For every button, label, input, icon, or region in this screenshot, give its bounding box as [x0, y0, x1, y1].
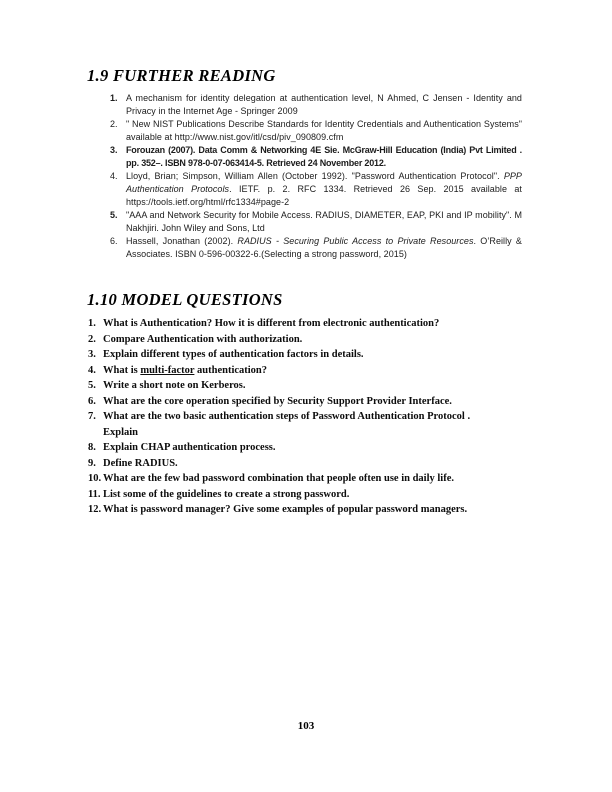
- question-item: [88, 332, 512, 348]
- page-number: 103: [297, 720, 315, 732]
- question-text: List some of the guidelines to create a strong password.: [103, 488, 350, 500]
- reading-item: [110, 209, 522, 235]
- question-number: 11.: [88, 488, 101, 500]
- question-text: Explain different types of authentication factors in details.: [103, 349, 364, 360]
- question-text: What is multi-factor authentication?: [103, 364, 268, 376]
- reading-item-text: "AAA and Network Security for Mobile Access. RADIUS, DIAMETER, EAP, PKI and IP mobility". M Nakhjiri. John Wiley and Sons, Ltd: [126, 210, 522, 233]
- reading-item-text: Hassell, Jonathan (2002). RADIUS - Securing Public Access to Private Resources. O’Reilly & Associates. ISBN 0-596-00322-6.(Selecting a strong password, 2015): [126, 236, 522, 259]
- question-number: 1.: [88, 318, 96, 329]
- question-text: Define RADIUS.: [103, 457, 178, 469]
- question-number: 7.: [88, 411, 96, 422]
- reading-item-text: Forouzan (2007). Data Comm & Networking 4E Sie. McGraw-Hill Education (India) Pvt Limited . pp. 352–. ISBN 978-0-07-063414-5. Retrieved 24 November 2012.: [126, 145, 522, 168]
- question-item: [88, 471, 512, 487]
- reading-item-text: " New NIST Publications Describe Standards for Identity Credentials and Authentication Systems" available at http://www.nist.gov/itl/csd/piv_090809.cfm: [126, 119, 522, 142]
- reading-item: [110, 92, 522, 118]
- question-text: What is password manager? Give some examples of popular password managers.: [103, 504, 468, 515]
- model-questions-list: [88, 316, 512, 518]
- question-text: What are the two basic authentication steps of Password Authentication Protocol . Explain: [103, 411, 471, 438]
- question-text: Compare Authentication with authorization.: [103, 333, 303, 345]
- reading-item: [110, 118, 522, 144]
- reading-item-number: 2.: [110, 119, 118, 129]
- further-reading-list: [110, 92, 522, 261]
- question-item: [88, 394, 512, 410]
- question-number: 2.: [88, 333, 96, 345]
- reading-item: [110, 170, 522, 209]
- section-heading-model-questions: 1.10 MODEL QUESTIONS: [87, 290, 283, 309]
- reading-item-number: 4.: [110, 171, 118, 181]
- question-text: What are the few bad password combination that people often use in daily life.: [103, 473, 454, 484]
- reading-item-text: A mechanism for identity delegation at authentication level, N Ahmed, C Jensen - Identity and Privacy in the Internet Age - Springer 2009: [126, 93, 522, 116]
- reading-item-text: Lloyd, Brian; Simpson, William Allen (October 1992). "Password Authentication Protocol". PPP Authentication Protocols. IETF. p. 2. RFC 1334. Retrieved 26 Sep. 2015 available at https://tools.ietf.org/html/rfc1334#page-2: [126, 171, 522, 207]
- question-item: [88, 363, 512, 379]
- question-item: [88, 456, 512, 472]
- question-number: 9.: [88, 457, 96, 469]
- reading-item-number: 6.: [110, 236, 118, 246]
- question-item: [88, 378, 512, 394]
- question-number: 3.: [88, 349, 96, 360]
- question-item: [88, 347, 512, 363]
- reading-item: [110, 144, 522, 170]
- section-heading-further-reading: 1.9 FURTHER READING: [87, 66, 276, 85]
- question-number: 12.: [88, 504, 102, 515]
- question-text: What are the core operation specified by Security Support Provider Interface.: [103, 395, 452, 407]
- question-number: 4.: [88, 364, 96, 376]
- question-item: [88, 502, 512, 518]
- question-number: 6.: [88, 395, 96, 407]
- question-number: 8.: [88, 442, 96, 453]
- question-item: [88, 440, 512, 456]
- reading-item-number: 5.: [110, 210, 118, 220]
- question-item: [88, 409, 512, 440]
- question-text: Write a short note on Kerberos.: [103, 380, 246, 391]
- reading-item-number: 1.: [110, 93, 118, 103]
- question-number: 5.: [88, 380, 96, 391]
- question-item: [88, 316, 512, 332]
- question-text: What is Authentication? How it is different from electronic authentication?: [103, 318, 440, 329]
- question-item: [88, 487, 512, 503]
- question-text: Explain CHAP authentication process.: [103, 442, 276, 453]
- reading-item-number: 3.: [110, 145, 118, 155]
- reading-item: [110, 235, 522, 261]
- question-number: 10.: [88, 473, 102, 484]
